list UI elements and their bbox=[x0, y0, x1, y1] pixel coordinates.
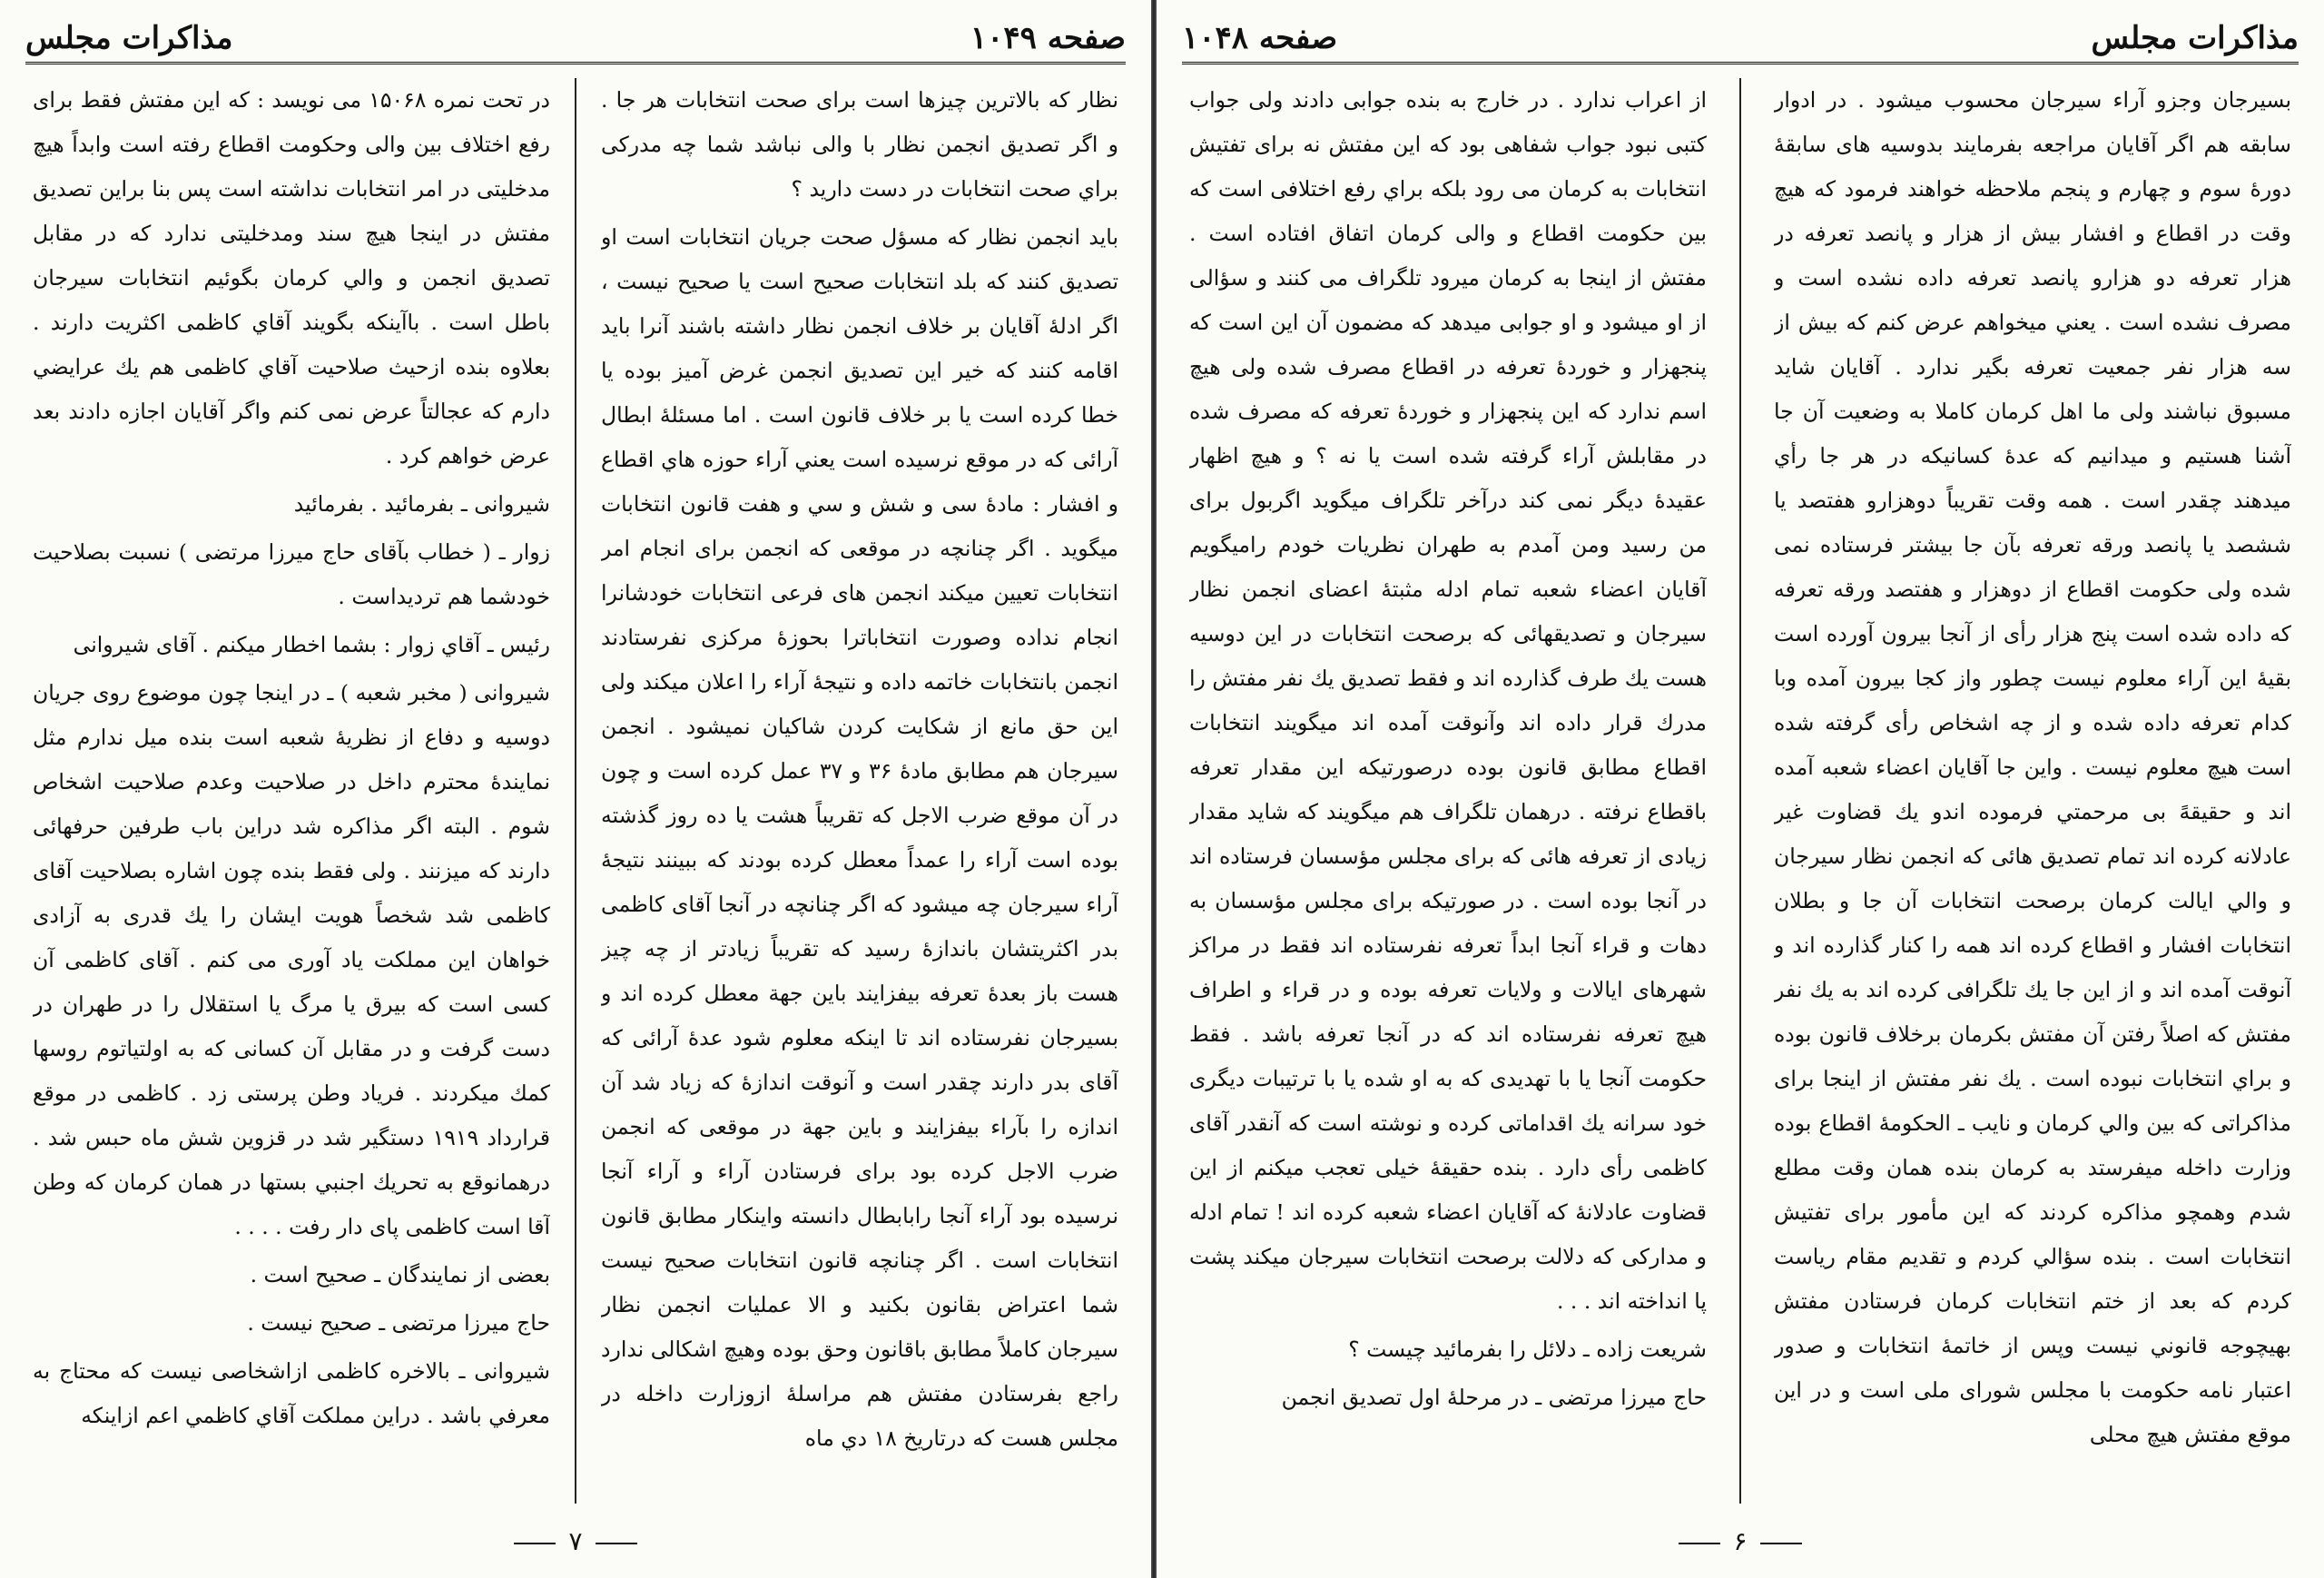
footer-dash bbox=[1679, 1543, 1720, 1544]
right-page-right-column bbox=[1774, 78, 2291, 1504]
paragraph: نظار که بالاترین چیزها است برای صحت انتخابات هر جا . و اگر تصدیق انجمن نظار با والی نباشد شما چه مدرکی براي صحت انتخابات در دست دارید ؟ bbox=[601, 87, 1118, 202]
right-header-rule bbox=[1182, 62, 2299, 64]
left-header-rule bbox=[25, 62, 1126, 64]
paragraph: در تحت نمره ۱۵۰۶۸ می نویسد : که این مفتش فقط برای رفع اختلاف بین والی وحکومت اقطاع رفته است وابداً هیچ مدخلیتی در امر انتخابات نداشته است پس بنا براین تصدیق مفتش در اینجا هیچ سند ومدخلیتی ندارد که در مقابل تصدیق انجمن و والي کرمان بگوئیم انتخابات سیرجان باطل است . باآینکه بگویند آقاي کاظمی اکثریت دارند . بعلاوه بنده ازحیث صلاحیت آقاي کاظمی هم یك عرایضي دارم که عجالتاً عرض نمی کنم واگر آقایان اجازه دادند بعد عرض خواهم کرد . bbox=[33, 87, 550, 468]
footer-dash bbox=[596, 1543, 637, 1544]
left-page-right-column bbox=[601, 78, 1118, 1504]
paragraph: بسیرجان وجزو آراء سیرجان محسوب میشود . در ادوار سابقه هم اگر آقایان مراجعه بفرمایند بدوسیه های سابقهٔ دورهٔ سوم و چهارم و پنجم ملاحظه خواهند فرمود که هیچ وقت در اقطاع و افشار بیش از هزار و پانصد تعرفه در هزار تعرفه دو هزارو پانصد تعرفه داده نشده است و مصرف نشده است . یعني میخواهم عرض کنم که بیش از سه هزار نفر جمعیت تعرفه بگیر ندارد . آقایان شاید مسبوق نباشند ولی ما اهل کرمان کاملا به وضعیت آن جا آشنا هستیم و میدانیم که عدهٔ کسانیکه در هر جا رأي میدهند چقدر است . همه وقت تقریباً دوهزارو هفتصد یا ششصد یا پانصد ورقه تعرفه بآن جا بیشتر فرستاده نمی شده ولی حکومت اقطاع از دوهزار و هفتصد ورقه تعرفه که داده شده است پنج هزار رأی از آنجا بیرون آورده است بقیهٔ این آراء معلوم نیست چطور واز کجا بیرون آمده وبا کدام تعرفه داده شده و از چه اشخاص رأی گرفته شده است هیچ معلوم نیست . واین جا آقایان اعضاء شعبه آمده اند و حقیقهً بی مرحمتي فرموده اندو یك قضاوت غیر عادلانه کرده اند تمام تصدیق هائی که انجمن نظار سیرجان و والي ایالت کرمان برصحت انتخابات آن جا و بطلان انتخابات افشار و اقطاع کرده اند همه را کنار گذارده اند و آنوقت آمده اند و از این جا یك تلگرافی کرده اند به یك نفر مفتش که اصلاً رفتن آن مفتش بکرمان برخلاف قانون بوده و براي انتخابات نبوده است . یك نفر مفتش از اینجا برای مذاکراتی که بین والي کرمان و نایب ـ الحکومهٔ اقطاع بوده وزارت داخله میفرستد به کرمان بنده همان وقت مطلع شدم وهمچو مذاکره کردند که این مأمور برای تفتیش انتخابات است . بنده سؤالي کردم و تقدیم مقام ریاست کردم که بعد از ختم انتخابات کرمان فرستادن مفتش بهیچوجه قانوني نیست وپس از خاتمهٔ انتخابات و صدور اعتبار نامه حکومت با مجلس شورای ملی است و در این موقع مفتش هیچ محلی bbox=[1774, 87, 2291, 1447]
speaker-line: حاج میرزا مرتضی ـ صحیح نیست . bbox=[247, 1310, 550, 1336]
left-page-footer bbox=[0, 1526, 1151, 1556]
right-page-left-column bbox=[1189, 78, 1707, 1504]
paragraph: شیروانی ( مخبر شعبه ) ـ در اینجا چون موضوع روی جریان دوسیه و دفاع از نظریهٔ شعبه است بنده میل ندارم مثل نمایندهٔ محترم داخل در صلاحیت وعدم صلاحیت اشخاص شوم . البته اگر مذاکره شد دراین باب طرفین حرفهائی دارند که میزنند . ولی فقط بنده چون اشاره بصلاحیت آقای کاظمی شد شخصاً هویت ایشان را یك قدری به آزادی خواهان این مملکت یاد آوری می کنم . آقای کاظمی آن کسی است که بیرق یا مرگ یا استقلال را در طهران در دست گرفت و در مقابل آن کسانی که به اولتیاتوم روسها کمك میکردند . فریاد وطن پرستی زد . کاظمی در موقع قرارداد ۱۹۱۹ دستگیر شد در قزوین شش ماه حبس شد . درهمانوقع به تحریك اجنبي بستها در همان کرمان که وطن آقا است کاظمی پای دار رفت . . . . bbox=[33, 680, 550, 1239]
speaker-line: رئیس ـ آقاي زوار : بشما اخطار میکنم . آقای شیروانی bbox=[73, 632, 550, 657]
right-page bbox=[1157, 0, 2324, 1578]
paragraph: باید انجمن نظار که مسؤل صحت جریان انتخابات است او تصدیق کنند که بلد انتخابات صحیح است یا صحیح نیست ، اگر ادلهٔ آقایان بر خلاف انجمن نظار داشته باشند آنرا باید اقامه کنند که خیر این تصدیق انجمن غرض آمیز بوده یا خطا کرده است یا بر خلاف قانون است . اما مسئلهٔ ابطال آرائی که در موقع نرسیده است یعني آراء حوزه هاي اقطاع و افشار : مادهٔ سی و شش و سي و هفت قانون انتخابات میگوید . اگر چنانچه در موقعی که انجمن برای انجام امر انتخابات تعیین میکند انجمن های فرعی انتخابات خودشانرا انجام نداده وصورت انتخاباترا بحوزهٔ مرکزی نفرستادند انجمن بانتخابات خاتمه داده و نتیجهٔ آراء را اعلان میکند ولی این حق مانع از شکایت کردن شاکیان نمیشود . انجمن سیرجان هم مطابق مادهٔ ۳۶ و ۳۷ عمل کرده است و چون در آن موقع ضرب الاجل که تقریباً هشت یا ده روز گذشته بوده است آراء را عمداً معطل کرده بودند که ببینند نتیجهٔ آراء سیرجان چه میشود که اگر چنانچه در آنجا آقای کاظمی بدر اکثریتشان باندازهٔ رسید که تقریباً زیادتر از چه چیز هست باز بعدهٔ تعرفه بیفزایند باین جهة معطل کرده اند و بسیرجان نفرستاده اند تا اینکه معلوم شود عدهٔ آرائی که آقای بدر دارند چقدر است و آنوقت اندازهٔ که زیاد شد آن اندازه را بآراء بیفزایند و باین جهة در موقعی که انجمن ضرب الاجل کرده بود برای فرستادن آراء و آراء آنجا نرسیده بود آراء آنجا رابابطال دانسته واینکار مطابق قانون انتخابات است . اگر چنانچه قانون انتخابات صحیح نیست شما اعتراض بقانون بکنید و الا عملیات انجمن نظار سیرجان کاملاً مطابق باقانون وحق بوده وهیچ اشکالی ندارد راجع بفرستادن مفتش هم مراسلهٔ ازوزارت داخله در مجلس هست که درتاریخ ۱۸ دي ماه bbox=[601, 224, 1118, 1451]
right-page-number: ۶ bbox=[1733, 1526, 1748, 1556]
footer-dash bbox=[1760, 1543, 1802, 1544]
left-page-left-column bbox=[33, 78, 550, 1504]
left-page-header bbox=[25, 16, 1126, 60]
speaker-line: حاج میرزا مرتضی ـ در مرحلهٔ اول تصدیق انجمن bbox=[1281, 1385, 1707, 1410]
left-header-title: مذاکرات مجلس bbox=[25, 20, 233, 56]
left-page-columns bbox=[33, 78, 1118, 1504]
right-page-header bbox=[1182, 16, 2299, 60]
right-header-page-number: صفحه ۱۰۴۸ bbox=[1182, 20, 1338, 56]
speaker-line: بعضی از نمایندگان ـ صحیح است . bbox=[250, 1262, 550, 1287]
footer-dash bbox=[514, 1543, 556, 1544]
speaker-line: زوار ـ ( خطاب بآقای حاج میرزا مرتضی ) نسبت بصلاحیت خودشما هم تردیداست . bbox=[33, 539, 550, 609]
left-header-page-number: صفحه ۱۰۴۹ bbox=[970, 20, 1126, 56]
right-page-footer bbox=[1157, 1526, 2324, 1556]
left-page-number: ۷ bbox=[568, 1526, 583, 1556]
column-divider bbox=[1739, 78, 1741, 1504]
paragraph: شیروانی ـ بالاخره کاظمی ازاشخاصی نیست که محتاج به معرفي باشد . دراین مملکت آقاي کاظمي اعم ازاینکه bbox=[33, 1358, 550, 1428]
speaker-line: شیروانی ـ بفرمائید . بفرمائید bbox=[293, 491, 550, 517]
right-header-title: مذاکرات مجلس bbox=[2091, 20, 2299, 56]
speaker-line: شریعت زاده ـ دلائل را بفرمائید چیست ؟ bbox=[1348, 1336, 1707, 1362]
left-page bbox=[0, 0, 1151, 1578]
right-page-columns bbox=[1189, 78, 2291, 1504]
column-divider bbox=[575, 78, 576, 1504]
paragraph: از اعراب ندارد . در خارج به بنده جوابی دادند ولی جواب کتبی نبود جواب شفاهی بود که این مفتش نه برای تفتیش انتخابات به کرمان می رود بلکه براي رفع اختلافی است که بین حکومت اقطاع و والی کرمان اتفاق افتاده است . مفتش از اینجا به کرمان میرود تلگراف می کنند و سؤالی از او میشود و او جوابی میدهد که مضمون آن این است که پنجهزار و خوردهٔ تعرفه در اقطاع مصرف شده ولی هیچ اسم ندارد که این پنجهزار و خوردهٔ تعرفه که مصرف شده در مقابلش آراء گرفته شده است یا نه ؟ و هیچ اظهار عقیدهٔ دیگر نمی کند درآخر تلگراف میگوید اگربول برای من رسید ومن آمدم به طهران نظریات خودم رامیگویم آقایان اعضاء شعبه تمام ادله مثبتهٔ اعضای انجمن نظار سیرجان و تصدیقهائی که برصحت انتخابات در این دوسیه هست یك طرف گذارده اند و فقط تصدیق یك نفر مفتش را مدرك قرار داده اند وآنوقت آمده اند میگویند انتخابات اقطاع مطابق قانون بوده درصورتیکه این مقدار تعرفه باقطاع نرفته . درهمان تلگراف هم میگویند که شاید مقدار زیادی از تعرفه هائی که برای مجلس مؤسسان فرستاده اند در آنجا بوده است . در صورتیکه برای مجلس مؤسسان به دهات و قراء آنجا ابداً تعرفه نفرستاده اند فقط در مراکز شهرهای ایالات و ولایات تعرفه بوده و در قراء و اطراف هیچ تعرفه نفرستاده اند که در آنجا تعرفه باشد . فقط حکومت آنجا یا با تهدیدی که به او شده یا با ترتیبات دیگری خود سرانه یك اقداماتی کرده و نوشته است که آنقدر آقای کاظمی رأی دارد . بنده حقیقهٔ خیلی تعجب میکنم از این قضاوت عادلانهٔ که آقایان اعضاء شعبه کرده اند ! تمام ادله و مدارکی که دلالت برصحت انتخابات سیرجان میکند پشت پا انداخته اند . . . bbox=[1189, 87, 1707, 1314]
